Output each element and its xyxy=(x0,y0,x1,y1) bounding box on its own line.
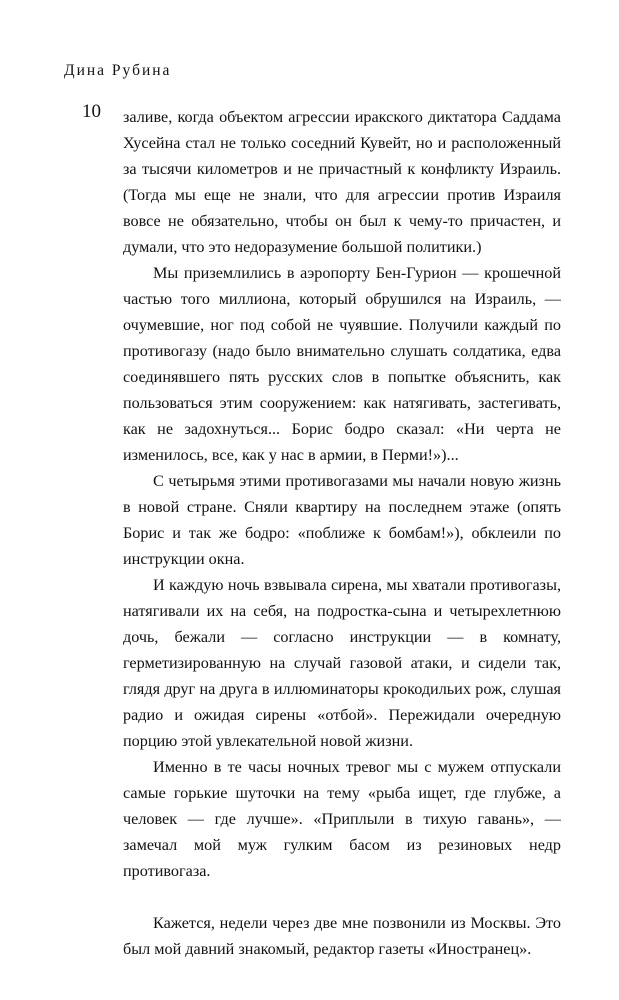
paragraph-continuation: заливе, когда объектом агрессии иракского диктатора Саддама Хусейна стал не только соседний Кувейт, но и расположенный за тысячи километров и не причастный к конфликту Израиль. (Тогда мы еще не знали, что для агрессии против Израиля вовсе не обязательно, чтобы он был к чему-то причастен, и думали, что это недоразумение большой политики.) xyxy=(123,108,561,256)
paragraph-after-break: Кажется, недели через две мне позвонили из Москвы. Это был мой давний знакомый, редактор газеты «Иностранец». xyxy=(123,914,561,958)
paragraph: И каждую ночь взвывала сирена, мы хватали противогазы, натягивали их на себя, на подростка-сына и четырехлетнюю дочь, бежали — согласно инструкции — в комнату, герметизированную на случай газовой атаки, и сидели так, глядя друг на друга в иллюминаторы крокодильих рож, слушая радио и ожидая сирены «отбой». Пережидали очередную порцию этой увлекательной новой жизни. xyxy=(123,576,561,750)
page-number: 10 xyxy=(82,101,101,122)
paragraph: С четырьмя этими противогазами мы начали новую жизнь в новой стране. Сняли квартиру на последнем этаже (опять Борис и так же бодро: «поближе к бомбам!»), обклеили по инструкции окна. xyxy=(123,472,561,568)
body-text xyxy=(123,104,561,962)
paragraph: Именно в те часы ночных тревог мы с мужем отпускали самые горькие шуточки на тему «рыба ищет, где глубже, а человек — где лучше». «Приплыли в тихую гавань», — замечал мой муж гулким басом из резиновых недр противогаза. xyxy=(123,758,561,880)
paragraph: Мы приземлились в аэропорту Бен-Гурион — крошечной частью того миллиона, который обрушился на Израиль, — очумевшие, ног под собой не чуявшие. Получили каждый по противогазу (надо было внимательно слушать солдатика, едва соединявшего пять русских слов в попытке объяснить, как пользоваться этим сооружением: как натягивать, застегивать, как не задохнуться... Борис бодро сказал: «Ни черта не изменилось, все, как у нас в армии, в Перми!»)... xyxy=(123,264,561,464)
running-head: Дина Рубина xyxy=(64,62,172,79)
